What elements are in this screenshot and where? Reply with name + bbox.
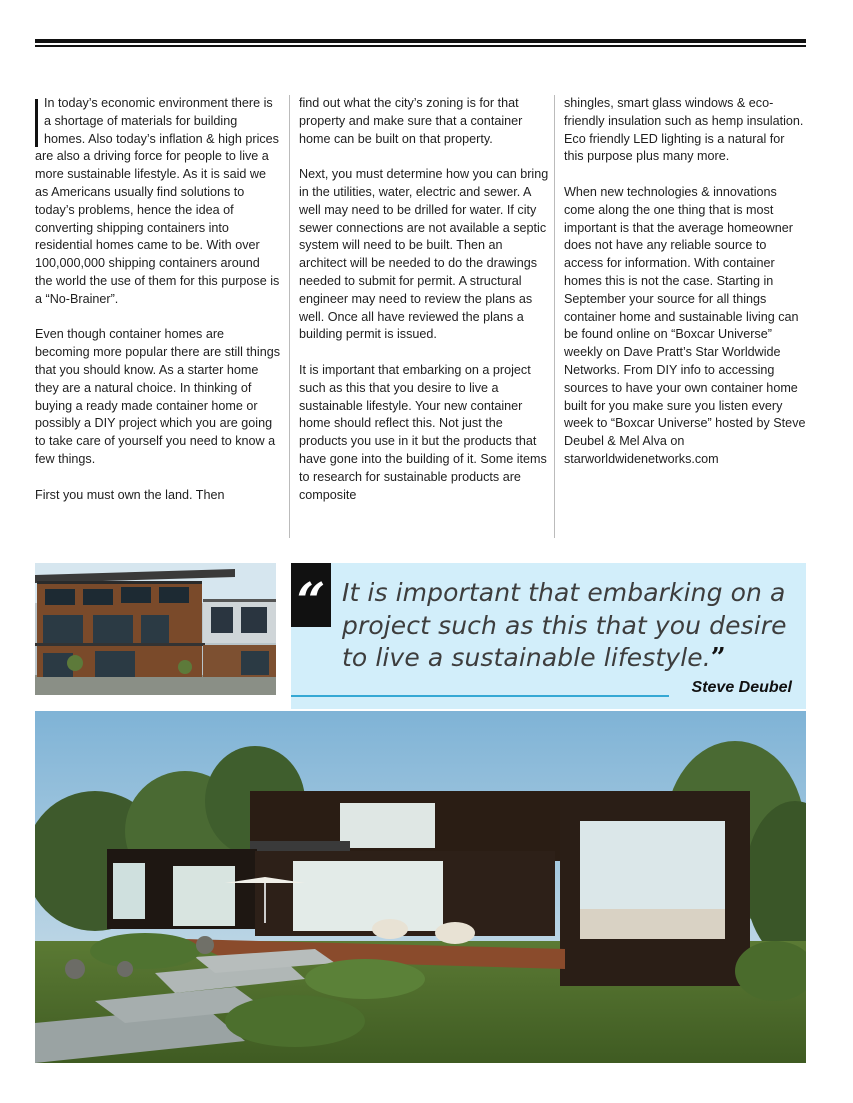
pull-quote-author: Steve Deubel [691,679,792,696]
pull-quote-body: It is important that embarking on a project such as this that you desire to live a sustainable lifestyle. [342,578,787,672]
column-divider [554,95,555,538]
building-illustration [35,563,276,695]
open-quote-mark: “ [291,563,331,627]
container-home-exterior-photo [35,563,276,695]
article-column-1 [35,95,280,540]
paragraph-text: In today’s economic environment there is a shortage of materials for building homes. Also today’s inflation & high prices are also a driving force for people to live a more sustainable lifestyle. As it is said we as Americans usually find solutions to today’s problems, hence the idea of converting shipping containers into residential homes came to be. With over 100,000,000 shipping containers around the world the use of them for this purpose is a “No-Brainer”. [35,96,280,306]
pull-quote-rule [291,695,669,697]
header-rule-thin [35,45,806,47]
close-quote-mark: ” [710,643,726,673]
article-paragraph: shingles, smart glass windows & eco-friendly insulation such as hemp insulation. Eco friendly LED lighting is a natural for this purpose plus many more. [564,96,804,164]
article-paragraph [35,95,280,309]
header-rule-thick [35,39,806,43]
article-columns [35,95,806,540]
article-paragraph: First you must own the land. Then [35,487,225,502]
pull-quote-panel [291,563,806,709]
column-divider [289,95,290,538]
article-paragraph: When new technologies & innovations come along the one thing that is most important is that the average homeowner does not have any reliable source to access for information. With container homes this is not the case. Starting in September your source for all things container home and sustainable living can be found online on “Boxcar Universe” weekly on Dave Pratt’s Star Worldwide Networks. From DIY info to accessing sources to have your own container home built for you make sure you listen every week to “Boxcar Universe” hosted by Steve Deubel & Mel Alva on starworldwidenetworks.com [564,184,806,466]
pull-quote-text [342,577,797,675]
container-home-render-photo [35,711,806,1063]
article-column-2 [299,95,549,540]
drop-cap-bar [35,99,38,147]
article-paragraph: It is important that embarking on a project such as this that you desire to live a sustainable lifestyle. Your new container home should reflect this. Not just the products you use in it but the products that have gone into the building of it. Some items to research for sustainable products are composite [299,362,547,502]
container-home-illustration [35,711,806,1063]
article-paragraph: Next, you must determine how you can bring in the utilities, water, electric and sewer. A well may need to be drilled for water. If city sewer connections are not available a septic system will need to be built. Then an architect will be needed to do the drawings needed to submit for permit. A structural engineer may need to review the plans as well. Once all have reviewed the plans a building permit is issued. [299,167,549,342]
article-paragraph: find out what the city’s zoning is for that property and make sure that a container home can be built on that property. [299,96,523,146]
article-paragraph: Even though container homes are becoming more popular there are still things that you should know. As a starter home they are a natural choice. In thinking of buying a ready made container home or possibly a DIY project which you are going to take care of yourself you need to know a few things. [35,327,281,466]
article-column-3 [564,95,807,540]
